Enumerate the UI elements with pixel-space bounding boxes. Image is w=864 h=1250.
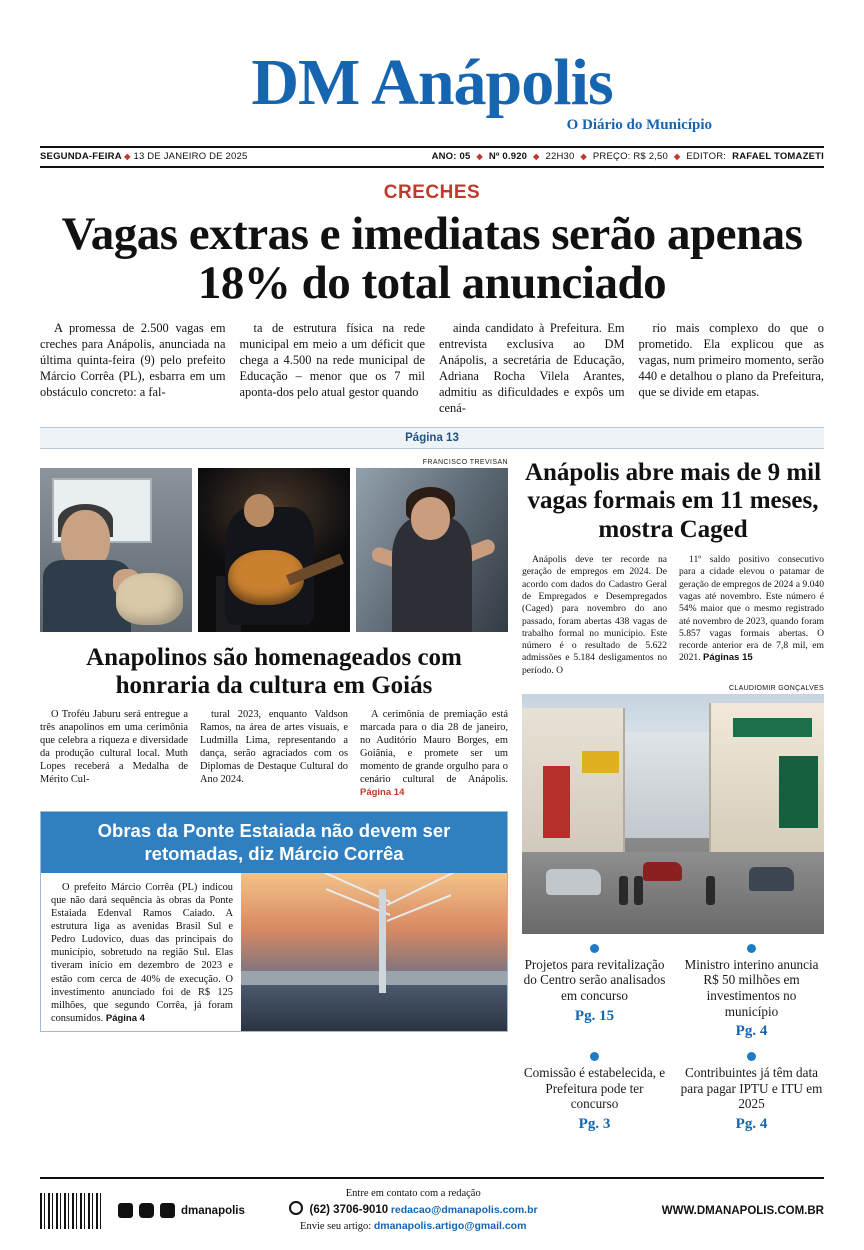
jobs-photo-credit: CLAUDIOMIR GONÇALVES	[729, 684, 824, 692]
brief-text: Comissão é estabelecida, e Prefeitura pode ter concurso	[523, 1065, 666, 1112]
lead-column-2: ta de estrutura física na rede municipal em meio a um déficit que chega a 4.500 na rede municipal de Educação – menor que os 7 mil aponta-dos pelo atual gestor quando	[239, 321, 425, 399]
editor-name: RAFAEL TOMAZETI	[732, 151, 824, 163]
jobs-column-2	[679, 554, 824, 677]
page-footer	[40, 1177, 824, 1234]
facebook-icon[interactable]	[118, 1203, 133, 1218]
culture-column-3	[360, 708, 508, 800]
lead-body-columns	[40, 321, 824, 416]
brief-page-reference[interactable]: Pg. 4	[735, 1023, 768, 1040]
photo-man-with-fossil	[40, 468, 192, 632]
lead-page-reference[interactable]: Página 13	[40, 427, 824, 449]
lead-kicker: CRECHES	[383, 181, 481, 203]
bridge-paragraph	[51, 881, 233, 1025]
contact-title: Entre em contato com a redação	[345, 1188, 481, 1200]
brief-page-reference[interactable]: Pg. 3	[578, 1115, 611, 1132]
masthead-subtitle: O Diário do Município	[566, 116, 712, 133]
culture-body-columns	[40, 708, 508, 800]
website-url[interactable]: WWW.DMANAPOLIS.COM.BR	[661, 1204, 824, 1217]
diamond-icon: ◆	[533, 151, 540, 161]
brief-text: Projetos para revitalização do Centro serão analisados em concurso	[523, 956, 666, 1003]
photo-cable-stayed-bridge	[241, 873, 507, 1031]
brief-item[interactable]	[679, 1052, 824, 1133]
instagram-icon[interactable]	[139, 1203, 154, 1218]
culture-column-2: tural 2023, enquanto Valdson Ramos, na área de artes visuais, e Ludmilla Lima, representando a dança, serão agraciados com os Diplomas de Destaque Cultural do Ano 2024.	[200, 708, 348, 786]
bullet-icon	[590, 1052, 599, 1061]
jobs-column-2-text: 11º saldo positivo consecutivo para a cidade elevou o patamar de geração de empregos de 2024 a 9.040 vagas até novembro. Este número é 54% maior que o mesmo registrado até novembro de 2023, quando foram 5.857 vagas formais abertas. O recorde anterior era de 7,8 mil, em 2021.	[679, 554, 824, 664]
diamond-icon: ◆	[476, 151, 483, 161]
masthead-title: DM Anápolis	[251, 46, 613, 119]
edition-date: 13 DE JANEIRO DE 2025	[133, 151, 248, 163]
photo-dancer	[356, 468, 508, 632]
lead-column-4: rio mais complexo do que o prometido. Ela explicou que as vagas, num primeiro momento, serão 440 e detalhou o plano da Prefeitura, que se divide em etapas.	[638, 321, 824, 399]
barcode-image	[40, 1193, 104, 1229]
brief-text: Ministro interino anuncia R$ 50 milhões em investimentos no município	[684, 956, 819, 1019]
bridge-headline: Obras da Ponte Estaiada não devem ser retomadas, diz Márcio Corrêa	[41, 812, 507, 872]
culture-column-3-text: A cerimônia de premiação está marcada para o dia 28 de janeiro, no Auditório Mauro Borges, em Goiânia, e promete ser um momento de grande orgulho para o cenário cultural de Anápolis.	[360, 708, 508, 786]
bridge-paragraph-text: O prefeito Márcio Corrêa (PL) indicou que não dará sequência às obras da Ponte Estaiada Edenval Ramos Caiado. A estrutura liga as avenidas Brasil Sul e Pedro Ludovico, duas das principais do município, sobretudo na região Sul. Elas tiveram início em dezembro de 2023 e estão com cerca de 40% de execução. O investimento anunciado foi de R$ 125 milhões, que segundo Corrêa, já foram consumidos.	[51, 881, 233, 1024]
brief-page-reference[interactable]: Pg. 4	[735, 1115, 768, 1132]
culture-photo-credit: FRANCISCO TREVISAN	[422, 458, 508, 466]
contact-email[interactable]: redacao@dmanapolis.com.br	[390, 1204, 538, 1217]
edition-number: Nº 0.920	[488, 151, 528, 163]
edition-time: 22H30	[545, 151, 575, 163]
social-links[interactable]	[118, 1203, 245, 1218]
photo-guitarist	[198, 468, 350, 632]
brief-item[interactable]	[679, 944, 824, 1040]
bullet-icon	[747, 1052, 756, 1061]
brief-items-grid	[522, 944, 824, 1133]
edition-price: PREÇO: R$ 2,50	[592, 151, 669, 163]
bridge-body	[41, 873, 507, 1031]
culture-column-1: O Troféu Jaburu será entregue a três anapolinos em uma cerimônia que celebra a riqueza e diversidade da produção cultural local. Muth Lopes receberá a Medalha de Mérito Cul-	[40, 708, 188, 786]
lead-column-3: ainda candidato à Prefeitura. Em entrevista exclusiva ao DM Anápolis, a secretária de Educação, Adriana Rocha Vilela Arantes, admitiu as dificuldades e expôs um cená-	[439, 321, 625, 415]
culture-headline: Anapolinos são homenageados com honraria da cultura em Goiás	[86, 643, 462, 699]
jobs-page-reference[interactable]: Páginas 15	[703, 652, 753, 664]
culture-page-reference[interactable]: Página 14	[360, 787, 405, 799]
submit-article-label: Envie seu artigo:	[300, 1220, 372, 1232]
lead-headline: Vagas extras e imediatas serão apenas 18% do total anunciado	[61, 207, 803, 309]
masthead	[40, 34, 824, 134]
bridge-story-box	[40, 811, 508, 1032]
twitter-icon[interactable]	[160, 1203, 175, 1218]
social-handle[interactable]: dmanapolis	[181, 1204, 245, 1217]
bullet-icon	[590, 944, 599, 953]
editor-label: EDITOR:	[686, 151, 727, 163]
brief-item[interactable]	[522, 1052, 667, 1133]
contact-block	[289, 1187, 538, 1234]
edition-info-bar	[40, 146, 824, 168]
contact-submit-row	[289, 1219, 538, 1234]
jobs-headline: Anápolis abre mais de 9 mil vagas formais em 11 meses, mostra Caged	[524, 458, 822, 543]
diamond-icon: ◆	[674, 151, 681, 161]
mid-section	[40, 459, 824, 1133]
jobs-body-columns	[522, 554, 824, 677]
bullet-icon	[747, 944, 756, 953]
contact-phone-row	[289, 1201, 538, 1219]
lead-column-1: A promessa de 2.500 vagas em creches para Anápolis, anunciada na última quinta-feira (9) pelo prefeito Márcio Corrêa (PL), esbarra em um obstáculo concreto: a fal-	[40, 321, 226, 399]
diamond-icon: ◆	[124, 152, 131, 162]
whatsapp-icon	[289, 1201, 303, 1215]
submit-article-email[interactable]: dmanapolis.artigo@gmail.com	[373, 1219, 527, 1232]
weekday-label: SEGUNDA-FEIRA	[40, 151, 122, 163]
edition-date-group	[40, 151, 248, 162]
edition-meta-group	[432, 151, 824, 162]
culture-story	[40, 459, 508, 1133]
edition-year: ANO: 05	[431, 151, 471, 163]
bridge-text-column	[41, 873, 241, 1031]
culture-photo-row	[40, 468, 508, 632]
bridge-page-reference[interactable]: Página 4	[105, 1012, 145, 1024]
jobs-story	[522, 459, 824, 1133]
brief-page-reference[interactable]: Pg. 15	[574, 1007, 615, 1024]
brief-text: Contribuintes já têm data para pagar IPTU e ITU em 2025	[680, 1065, 823, 1112]
contact-phone[interactable]: (62) 3706-9010	[309, 1204, 389, 1217]
diamond-icon: ◆	[580, 151, 587, 161]
photo-downtown-street	[522, 694, 824, 934]
brief-item[interactable]	[522, 944, 667, 1040]
jobs-column-1: Anápolis deve ter recorde na geração de empregos em 2024. De acordo com dados do Cadastro Geral de Empregados e Desempregados (Caged) para novembro do ano passado, foram abertas 438 vagas de trabalho formal no município. Este número é o resultado de 5.622 admissões e 5.184 desligamentos no período. O	[522, 554, 667, 676]
